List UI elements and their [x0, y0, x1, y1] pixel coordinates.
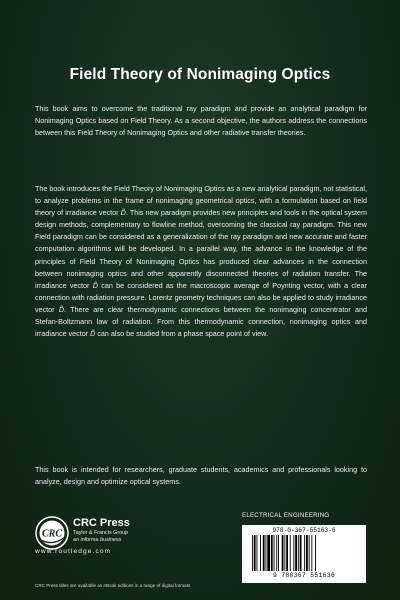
- barcode-bar: [260, 535, 261, 571]
- isbn-barcode: [242, 525, 366, 583]
- barcode-bar: [309, 535, 310, 571]
- p2-text-e: can also be studied from a phase space point of view.: [95, 329, 268, 339]
- barcode-bar: [315, 535, 316, 571]
- irradiance-vector-symbol: D̃: [120, 208, 126, 218]
- barcode-bar: [252, 535, 253, 571]
- logo-text: CRC: [41, 528, 63, 540]
- barcode-bar: [284, 535, 285, 571]
- irradiance-vector-symbol: D̃: [58, 304, 65, 314]
- barcode-bar: [293, 535, 294, 571]
- description-paragraph-3: This book is intended for researchers, graduate students, academics and professionals looking to analyze, design and optimize optical systems.: [35, 465, 367, 487]
- barcode-bar: [274, 535, 275, 571]
- p2-text-a: The book introduces the Field Theory of Nonimaging Optics as a new analytical paradigm, not statistical, to analyze problems in the frame of nonimaging geometrical optics, with a formulation based on field theory of irradiance vector: [35, 184, 367, 218]
- p2-text-c: can be considered as the macroscopic average of Poynting vector, with a clear connection with radiation pressure. Lorentz geometry techniques can also be applied to study irradiance vector: [35, 280, 367, 314]
- p2-text-b: . This new paradigm provides new principles and tools in the optical system design methods, complementary to flowline method, overcoming the classical ray paradigm. This new Field paradigm can be considered as a generalization of the ray paradigm and new accurate and faster computation algorithms will be developed. In a parallel way, the advance in the knowledge of the principles of Field Theory of Nonimaging Optics has produced clear advances in the connection between nonimaging optics and other apparently disconnected theories of radiation transfer. The irradiance vector: [35, 208, 367, 290]
- p2-text-d: . There are clear thermodynamic connections between the nonimaging concentrator and Stefan-Boltzmann law of radiation. From this thermodynamic connection, nonimaging optics and irradiance vector: [35, 304, 367, 339]
- barcode-digits: 9 780367 551636: [272, 572, 336, 579]
- book-title: Field Theory of Nonimaging Optics: [69, 66, 331, 83]
- barcode-bar: [278, 535, 279, 571]
- barcode-bar: [267, 535, 270, 571]
- publisher-url[interactable]: www.routledge.com: [35, 548, 112, 555]
- barcode-bar: [282, 535, 284, 571]
- barcode-bar: [254, 535, 256, 571]
- publisher-group: Taylor & Francis Group: [73, 530, 129, 536]
- barcode-bar: [306, 535, 308, 571]
- barcode-bar: [257, 535, 258, 571]
- isbn-number: 978-0-367-55163-6: [272, 527, 336, 534]
- irradiance-vector-symbol: D̃: [92, 280, 98, 290]
- barcode-bar: [311, 535, 312, 571]
- irradiance-vector-symbol: D̃: [90, 329, 96, 339]
- barcode-bar: [304, 535, 305, 571]
- barcode-bar: [263, 535, 265, 571]
- publisher-tagline: an informa business: [73, 537, 122, 543]
- subject-category: ELECTRICAL ENGINEERING: [242, 512, 330, 519]
- ebook-footnote: CRC Press titles are available as eBook editions in a range of digital formats: [35, 583, 191, 588]
- barcode-bar: [266, 535, 267, 571]
- barcode-bar: [298, 535, 299, 571]
- barcode-bar: [271, 535, 273, 571]
- description-paragraph-1: This book aims to overcome the traditional ray paradigm and provide an analytical paradigm for Nonimaging Optics based on Field Theory. As a second objective, the authors address the connections between this Field Theory of Nonimaging Optics and other radiative transfer theories.: [35, 104, 367, 138]
- barcode-bar: [286, 535, 288, 571]
- barcode-bar: [300, 535, 302, 571]
- barcode-bars: [252, 535, 356, 571]
- description-paragraph-2: [35, 183, 367, 340]
- barcode-bar: [290, 535, 291, 571]
- publisher-name: CRC Press: [73, 517, 130, 529]
- barcode-bar: [295, 535, 297, 571]
- barcode-bar: [276, 535, 277, 571]
